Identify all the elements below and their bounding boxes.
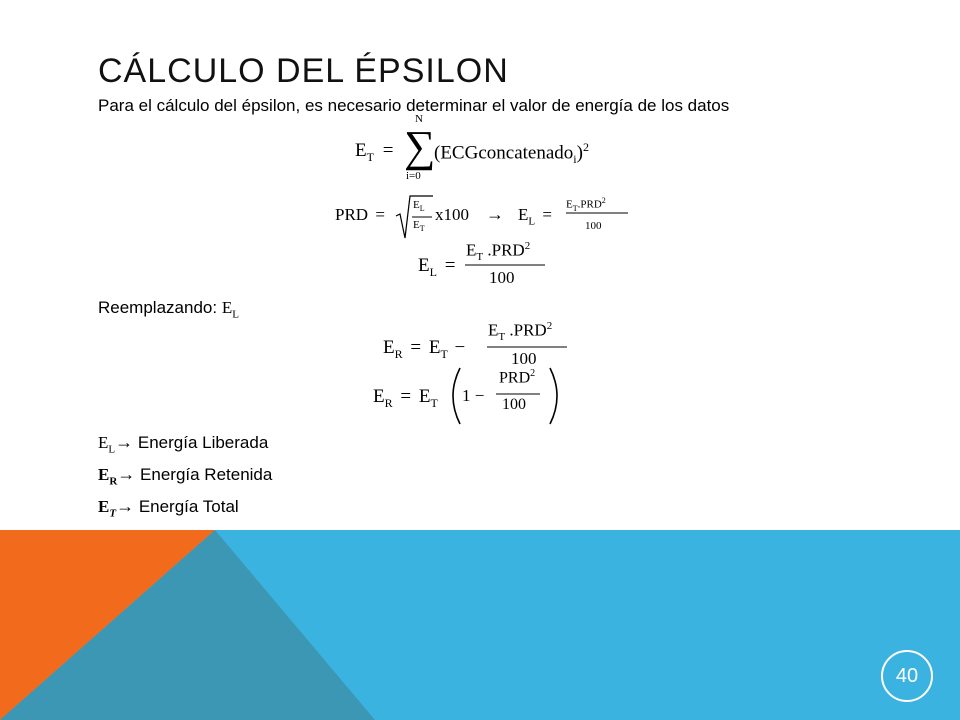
- arrow-icon: →: [115, 432, 134, 452]
- sum-lower-limit: i=0: [406, 170, 421, 182]
- E: E: [355, 140, 367, 161]
- sum-symbol: ∑: [404, 122, 436, 171]
- slide-title: CÁLCULO DEL ÉPSILON: [98, 52, 509, 90]
- arrow-icon: →: [117, 464, 136, 484]
- page-number-badge: 40: [881, 650, 933, 702]
- legend-item-retained: $E_R\to$ Energía Retenida: [98, 464, 273, 488]
- legend-item-liberated: $E_L\to$ Energía Liberada: [98, 432, 269, 456]
- legend-item-total: $E_T\to$ Energía Total: [98, 496, 239, 520]
- implies-arrow-icon: →: [486, 204, 504, 224]
- intro-text: Para el cálculo del épsilon, es necesario determinar el valor de energía de los datos: [98, 96, 730, 115]
- replacing-line: Reemplazando: $E_L$: [98, 298, 239, 321]
- times-100: x100: [435, 205, 469, 224]
- arrow-icon: →: [116, 496, 135, 516]
- ecg-expression: (ECGconcatenado: [434, 142, 574, 164]
- sum-upper-limit: N: [415, 113, 423, 125]
